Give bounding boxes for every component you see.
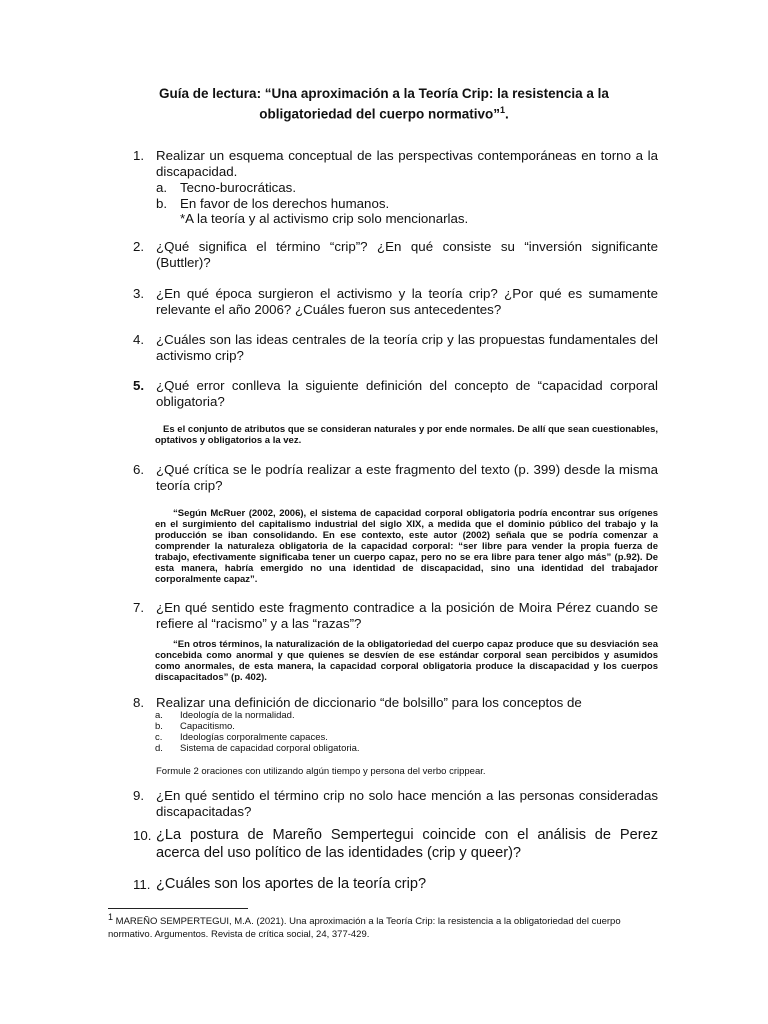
quote-block <box>155 639 658 683</box>
question-note: *A la teoría y al activismo crip solo mencionarlas. <box>180 211 469 226</box>
question-text: ¿En qué sentido este fragmento contradice a la posición de Moira Pérez cuando se refiere al “racismo” y a las “razas”? <box>156 600 658 631</box>
list-text: Sistema de capacidad corporal obligatoria. <box>180 743 360 754</box>
footnote <box>108 911 648 941</box>
question-5 <box>133 378 658 410</box>
title-line-1: Guía de lectura: “Una aproximación a la Teoría Crip: la resistencia a la <box>159 86 609 101</box>
question-number: 11. <box>133 877 151 892</box>
quote-block <box>155 424 658 446</box>
footnote-number: 1 <box>108 912 114 922</box>
question-number: 3. <box>133 286 145 301</box>
question-number: 9. <box>133 788 145 803</box>
quote-text: Es el conjunto de atributos que se consideran naturales y por ende normales. De allí que sean cuestionables, optativos y obligatorios a la vez. <box>155 424 658 446</box>
question-text: Realizar un esquema conceptual de las perspectivas contemporáneas en torno a la discapacidad. <box>156 148 658 179</box>
question-1 <box>133 148 658 227</box>
question-text: ¿Qué crítica se le podría realizar a este fragmento del texto (p. 399) desde la misma teoría crip? <box>156 462 658 493</box>
list-item <box>155 732 635 743</box>
question-11 <box>133 876 658 894</box>
list-text: Ideología de la normalidad. <box>180 710 295 721</box>
footnote-text: MAREÑO SEMPERTEGUI, M.A. (2021). Una aproximación a la Teoría Crip: la resistencia a la obligatoriedad del cuerpo normativo. Argumentos. Revista de crítica social, 24, 377-429. <box>108 916 621 941</box>
question-3 <box>133 286 658 318</box>
question-number: 5. <box>133 378 145 393</box>
list-item <box>155 721 635 732</box>
question-number: 2. <box>133 239 145 254</box>
quote-text: “Según McRuer (2002, 2006), el sistema de capacidad corporal obligatoria podría encontrar sus orígenes en el surgimiento del capitalismo industrial del siglo XIX, a medida que el dominio público del trabajo y la producción se iban consolidando. En ese contexto, este autor (2002) señala que se podría comenzar a comprender la naturaleza obligatoria de la capacidad corporal: “ser libre para vender la propia fuerza de trabajo, efectivamente significaba tener un cuerpo capaz, pero no se era libre para tener algo más” (p.92). De esta manera, habría emergido no una identidad de discapacidad, sino una identidad del trabajador corporalmente capaz”. <box>155 508 658 585</box>
list-item <box>155 710 635 721</box>
question-text: ¿Cuáles son las ideas centrales de la teoría crip y las propuestas fundamentales del activismo crip? <box>156 332 658 363</box>
question-number: 6. <box>133 462 145 477</box>
list-item <box>156 180 658 196</box>
footnote-separator <box>108 908 248 909</box>
document-title <box>120 85 648 123</box>
question-number: 8. <box>133 695 145 710</box>
list-text: En favor de los derechos humanos. <box>180 195 390 211</box>
question-2 <box>133 239 658 271</box>
exercise-instruction: Formule 2 oraciones con utilizando algún tiempo y persona del verbo crippear. <box>156 766 486 777</box>
question-4 <box>133 332 658 364</box>
list-item <box>156 196 658 212</box>
question-text: ¿Qué error conlleva la siguiente definición del concepto de “capacidad corporal obligatoria? <box>156 378 658 409</box>
question-10 <box>133 827 658 862</box>
quote-text: “En otros términos, la naturalización de la obligatoriedad del cuerpo capaz produce que su desviación sea concebida como anormal y que quienes se desvíen de ese estándar corporal sean percibidos y asumidos como anormales, de esta manera, la capacidad corporal obligatoria produce la discapacidad y los cuerpos discapacitados” (p. 402). <box>155 639 658 683</box>
quote-block <box>155 508 658 585</box>
question-text: ¿En qué época surgieron el activismo y la teoría crip? ¿Por qué es sumamente relevante el año 2006? ¿Cuáles fueron sus antecedentes? <box>156 286 658 317</box>
question-number: 7. <box>133 600 145 615</box>
question-text: ¿Qué significa el término “crip”? ¿En qué consiste su “inversión significante (Buttler)? <box>156 239 658 270</box>
list-letter: b. <box>156 195 168 211</box>
question-6 <box>133 462 658 494</box>
question-9 <box>133 788 658 820</box>
list-text: Ideologías corporalmente capaces. <box>180 732 328 743</box>
question-number: 1. <box>133 148 145 163</box>
question-text: ¿En qué sentido el término crip no solo hace mención a las personas consideradas discapacitadas? <box>156 788 658 819</box>
list-letter: a. <box>155 710 163 721</box>
list-letter: b. <box>155 721 163 732</box>
question-number: 10. <box>133 828 152 843</box>
list-letter: a. <box>156 180 168 195</box>
list-letter: c. <box>155 732 163 743</box>
list-text: Tecno-burocráticas. <box>180 180 297 195</box>
title-line-2: obligatoriedad del cuerpo normativo” <box>259 106 500 122</box>
list-text: Capacitismo. <box>180 721 235 732</box>
list-item <box>155 743 635 754</box>
question-text: ¿Cuáles son los aportes de la teoría crip? <box>156 876 427 892</box>
title-end: . <box>505 106 509 122</box>
question-number: 4. <box>133 332 145 347</box>
question-text: ¿La postura de Mareño Sempertegui coincide con el análisis de Perez acerca del uso político de las identidades (crip y queer)? <box>156 827 658 861</box>
question-text: Realizar una definición de diccionario “de bolsillo” para los conceptos de <box>156 695 582 710</box>
question-8 <box>133 695 658 711</box>
title-footnote-ref[interactable]: 1 <box>500 105 506 115</box>
question-7 <box>133 600 658 632</box>
list-letter: d. <box>155 743 163 754</box>
